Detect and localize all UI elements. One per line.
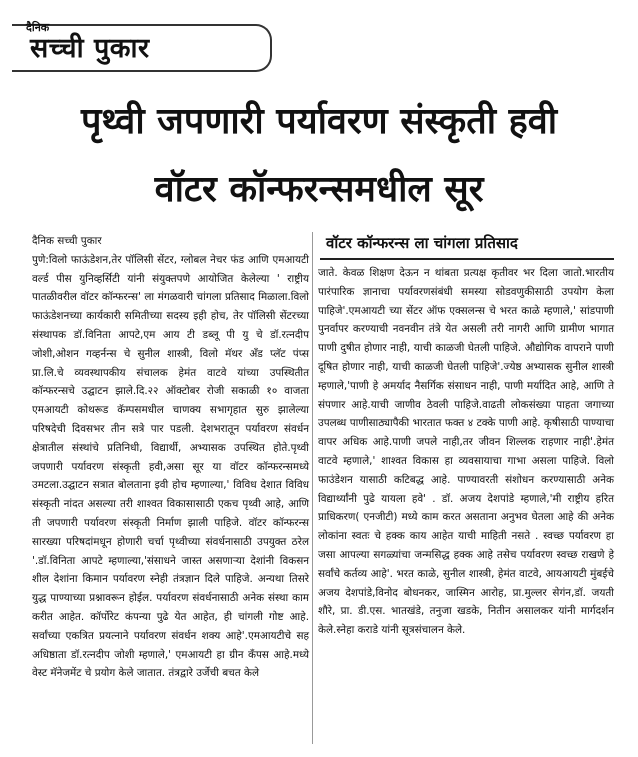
headline-line-2: वॉटर कॉन्फरन्समधील सूर xyxy=(154,169,484,210)
headline-line-1: पृथ्वी जपणारी पर्यावरण संस्कृती हवी xyxy=(80,101,558,142)
subheading-underline xyxy=(320,258,614,260)
column-divider xyxy=(312,232,313,744)
masthead-small: दैनिक xyxy=(26,21,50,34)
masthead-title: सच्ची पुकार xyxy=(30,33,150,64)
right-column-text: जाते. केवळ शिक्षण देऊन न थांबता प्रत्यक्ष कृतीवर भर दिला जातो.भारतीय पारंपारिक ज्ञानाचा पर्यावरणसंबंधी समस्या सोडवणुकीसाठी उपयोग केला पाहिजे'.एमआयटी च्या सेंटर ऑफ एक्सलन्स चे भरत काळे म्हणाले,' सांडपाणी पुनर्वापर करण्याची नवनवीन तंत्रे येत असली तरी नागरी आणि ग्रामीण भागात पाणी दुषीत होणार नाही, याची काळजी घेतली पाहिजे. औद्योगिक वापराने पाणी दूषित होणार नाही, याची काळजी घेतली पाहिजे'.ज्येष्ठ अभ्यासक सुनील शास्त्री म्हणाले,'पाणी हे अमर्याद नैसर्गिक संसाधन नाही, पाणी मर्यादित आहे, आणि ते संपणार आहे.याची जाणीव ठेवली पाहिजे.वाढती लोकसंख्या पाहता जगाच्या उपलब्ध पाणीसाठ्यापैकी भारतात फक्त ४ टक्के पाणी आहे. कृषीसाठी पाण्याचा वापर अधिक आहे.पाणी जपले नाही,तर जीवन शिल्लक राहणार नाही'.हेमंत वाटवे म्हणाले,' शाश्वत विकास हा व्यवसायाचा गाभा असला पाहिजे. विलो फाउंडेशन यासाठी कटिबद्ध आहे. पाण्यावरती संशोधन करण्यासाठी अनेक विद्यार्थ्यांनी पुढे यायला हवे' . डॉ. अजय देशपांडे म्हणाले,'मी राष्ट्रीय हरित प्राधिकरण( एनजीटी) मध्ये काम करत असताना अनुभव घेतला आहे की अनेक लोकांना स्वतः चे हक्क काय आहेत याची माहिती नसते . स्वच्छ पर्यावरण हा जसा आपल्या सगळ्यांचा जन्मसिद्ध हक्क आहे तसेच पर्यावरण स्वच्छ राखणे हे सर्वांचे कर्तव्य आहे'. भरत काळे, सुनील शास्त्री, हेमंत वाटवे, आयआयटी मुंबईचे अजय देशपांडे,विनोद बोधनकर, जास्मिन आरोह, प्रा.मुल्लर सेगंन,डॉ. जयती शौरे, प्रा. डी.एस. भातखंडे, तनुजा खडके, नितीन असालकर यांनी मार्गदर्शन केले.स्नेहा कराडे यांनी सूत्रसंचालन केले. xyxy=(318,267,614,637)
byline: दैनिक सच्ची पुकार xyxy=(32,235,102,247)
left-column xyxy=(32,232,309,683)
left-column-text: पुणे:विलो फाऊंडेशन,तेर पॉलिसी सेंटर, ग्लोबल नेचर फंड आणि एमआयटी वर्ल्ड पीस युनिव्हर्सिटी यांनी संयुक्तपणे आयोजित केलेल्या ' राष्ट्रीय पातळीवरील वॉटर कॉन्फरन्स' ला मंगळवारी चांगला प्रतिसाद मिळाला.विलो फाऊंडेशनच्या कार्यकारी समितीच्या सदस्य इही होच, तेर पॉलिसी सेंटरच्या संस्थापक डॉ.विनिता आपटे,एम आय टी डब्लू पी यु चे डॉ.रत्नदीप जोशी,ओशन गव्हर्नन्स चे सुनील शास्त्री, विलो मॅथर ॲंड प्लॅट पंप्स प्रा.लि.चे व्यवस्थापकीय संचालक हेमंत वाटवे यांच्या उपस्थितीत कॉन्फरन्सचे उद्घाटन झाले.दि.२२ ऑक्टोबर रोजी सकाळी १० वाजता एमआयटी कोथरूड कॅम्पसमधील चाणक्य सभागृहात सुरु झालेल्या परिषदेची दिवसभर तीन सत्रे पार पडली. देशभरातून पर्यावरण संवर्धन क्षेत्रातील संस्थांचे प्रतिनिधी, विद्यार्थी, अभ्यासक उपस्थित होते.पृथ्वी जपणारी पर्यावरण संस्कृती हवी,असा सूर या वॉटर कॉन्फरन्समध्ये उमटला.उद्घाटन सत्रात बोलताना इवी होच म्हणाल्या,' विविध देशात विविध संस्कृती नांदत असल्या तरी शाश्वत विकासासाठी एकच पृथ्वी आहे, आणि ती जपणारी पर्यावरण संस्कृती निर्माण झाली पाहिजे. वॉटर कॉन्फरन्स सारख्या परिषदांमधून होणारी चर्चा पृथ्वीच्या संवर्धनासाठी उपयुक्त ठरेल '.डॉ.विनिता आपटे म्हणाल्या,'संसाधने जास्त असणाऱ्या देशांनी विकसन शील देशांना किमान पर्यावरण स्नेही तंत्रज्ञान दिले पाहिजे. अन्यथा तिसरे युद्ध पाण्याच्या प्रश्नावरून होईल. पर्यावरण संवर्धनासाठी अनेक संस्था काम करीत आहेत. कॉर्पोरेट कंपन्या पुढे येत आहेत, ही चांगली गोष्ट आहे. सर्वांच्या एकत्रित प्रयत्नाने पर्यावरण संवर्धन शक्य आहे'.एमआयटीचे सह अधिष्ठाता डॉ.रत्नदीप जोशी म्हणाले,' एमआयटी हा ग्रीन कॅंपस आहे.मध्ये वेस्ट मॅनेजमेंट चे प्रयोग केले जातात. तंत्रद्वारे उर्जेची बचत केले xyxy=(32,253,309,680)
subheading: वॉटर कॉन्फरन्स ला चांगला प्रतिसाद xyxy=(326,234,518,252)
